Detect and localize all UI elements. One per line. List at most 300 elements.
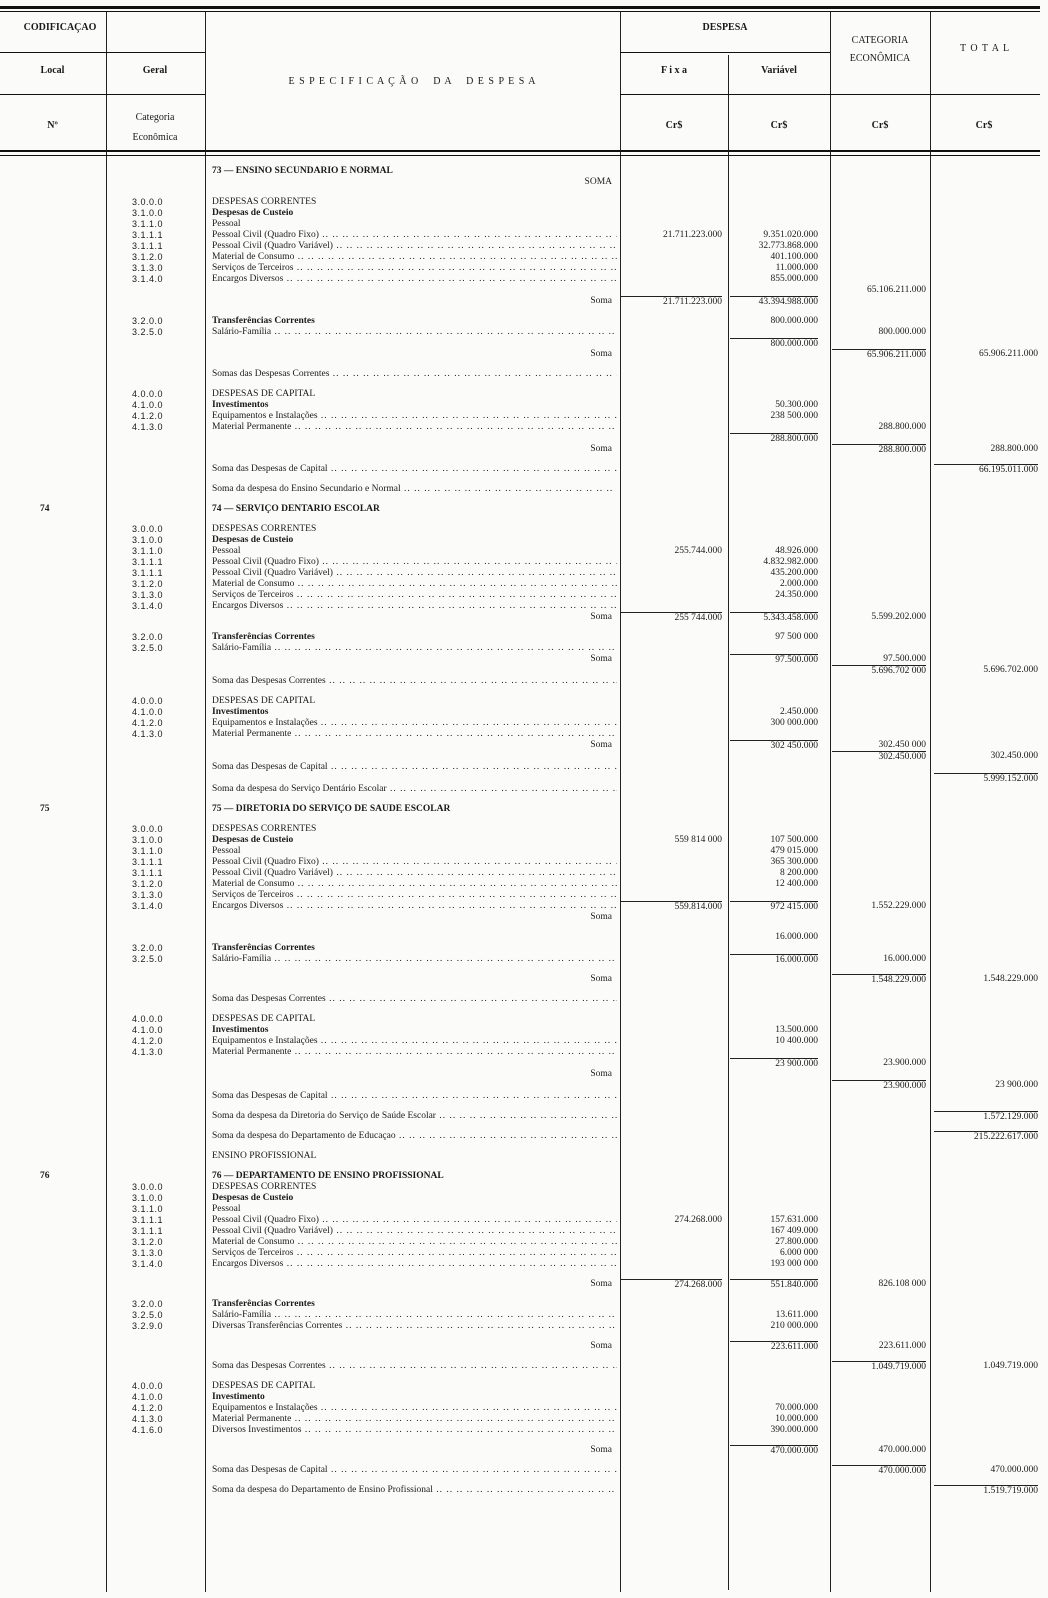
- spacer-row: [0, 1436, 1040, 1445]
- item-description: Investimentos: [212, 400, 269, 410]
- category-code: 3.1.1.1: [132, 557, 164, 567]
- item-description: Pessoal: [212, 219, 241, 229]
- currency-total: Cr$: [975, 120, 993, 131]
- soma-label: Soma: [590, 1069, 612, 1079]
- fixa-value: 255.744.000: [674, 546, 722, 556]
- category-code: 4.1.0.0: [132, 707, 164, 717]
- categoria-value: 302.450.000: [832, 751, 926, 762]
- item-description: Encargos Diversos .. ..: [212, 1259, 617, 1270]
- table-row: [0, 879, 1040, 890]
- table-row: [0, 166, 1040, 177]
- table-row: [0, 1047, 1040, 1058]
- variavel-value: 13.611.000: [775, 1310, 818, 1320]
- variavel-value: 48.926.000: [775, 546, 818, 556]
- variavel-value: 9.351.020.000: [763, 230, 818, 240]
- spacer-row: [0, 495, 1040, 504]
- item-description: Material de Consumo .. ..: [212, 879, 617, 890]
- category-code: 4.1.3.0: [132, 1047, 164, 1057]
- total-value: 1.049.719.000: [983, 1361, 1038, 1371]
- table-row: [0, 1091, 1040, 1102]
- variavel-value: 2.000.000: [780, 579, 818, 589]
- table-row: [0, 579, 1040, 590]
- category-code: 3.1.1.0: [132, 1204, 164, 1214]
- table-row: [0, 643, 1040, 654]
- variavel-value: 390.000.000: [770, 1425, 818, 1435]
- header-geral: Geral: [142, 65, 168, 76]
- item-description: Soma das Despesas de Capital .. ..: [212, 1465, 617, 1476]
- header-rule: [0, 94, 205, 95]
- category-code: 3.1.2.0: [132, 579, 164, 589]
- category-code: 3.1.3.0: [132, 590, 164, 600]
- table-row: [0, 1361, 1040, 1372]
- header-categoria-economica: CATEGORIA ECONÔMICA: [849, 35, 911, 64]
- variavel-value: 97 500 000: [775, 632, 818, 642]
- spacer-row: [0, 1102, 1040, 1111]
- soma-label: Soma: [590, 1445, 612, 1455]
- item-description: Serviços de Terceiros .. ..: [212, 890, 617, 901]
- item-description: Pessoal Civil (Quadro Variável) .. ..: [212, 1226, 617, 1237]
- table-row: [0, 535, 1040, 546]
- table-row: [0, 824, 1040, 835]
- header-fixa: F i x a: [660, 65, 687, 76]
- spacer-row: [0, 1332, 1040, 1341]
- category-code: 4.1.2.0: [132, 718, 164, 728]
- category-code: 3.2.5.0: [132, 327, 164, 337]
- item-description: Pessoal Civil (Quadro Fixo) .. ..: [212, 557, 617, 568]
- category-code: 3.2.0.0: [132, 316, 164, 326]
- item-description: Investimento: [212, 1392, 265, 1402]
- table-row: [0, 1465, 1040, 1476]
- variavel-value: 32.773.868.000: [758, 241, 818, 251]
- spacer-row: [0, 515, 1040, 524]
- table-row: [0, 762, 1040, 773]
- table-row: [0, 1080, 1040, 1091]
- category-code: 3.2.5.0: [132, 1310, 164, 1320]
- spacer-row: [0, 1372, 1040, 1381]
- table-body: [0, 166, 1040, 1496]
- variavel-value: 210 000.000: [770, 1321, 818, 1331]
- category-code: 4.1.0.0: [132, 1025, 164, 1035]
- item-description: Soma da despesa do Ensino Secundario e Normal .. ..: [212, 484, 617, 495]
- table-row: [0, 1279, 1040, 1290]
- spacer-row: [0, 307, 1040, 316]
- category-code: 3.1.1.1: [132, 868, 164, 878]
- categoria-value: 97.500.000: [883, 654, 926, 664]
- category-code: 4.0.0.0: [132, 389, 164, 399]
- header-especificacao: E S P E C I F I C A Ç Ã O D A D E S P E S A: [288, 76, 537, 87]
- table-row: [0, 484, 1040, 495]
- total-value: 215.222.617.000: [934, 1131, 1038, 1142]
- category-code: 3.1.1.1: [132, 241, 164, 251]
- table-row: [0, 901, 1040, 912]
- table-row: [0, 1403, 1040, 1414]
- item-description: Material de Consumo .. ..: [212, 252, 617, 263]
- fixa-value: 559.814.000: [620, 901, 722, 912]
- item-description: ENSINO PROFISSIONAL: [212, 1151, 317, 1161]
- category-code: 3.0.0.0: [132, 1182, 164, 1192]
- table-row: [0, 1414, 1040, 1425]
- table-row: [0, 835, 1040, 846]
- table-row: [0, 285, 1040, 296]
- table-row: [0, 389, 1040, 400]
- spacer-row: [0, 623, 1040, 632]
- table-row: [0, 632, 1040, 643]
- table-row: [0, 1341, 1040, 1352]
- header-bottom-double-rule: [0, 150, 1040, 152]
- variavel-value: 193 000 000: [770, 1259, 818, 1269]
- variavel-value: 50.300.000: [775, 400, 818, 410]
- item-description: DESPESAS CORRENTES: [212, 1182, 317, 1192]
- category-code: 4.1.0.0: [132, 400, 164, 410]
- table-row: [0, 1171, 1040, 1182]
- table-row: [0, 546, 1040, 557]
- header-despesa: DESPESA: [702, 22, 748, 33]
- table-row: [0, 1226, 1040, 1237]
- item-description: Salário-Família .. ..: [212, 643, 617, 654]
- total-value: 1.519.719.000: [934, 1485, 1038, 1496]
- table-row: [0, 1193, 1040, 1204]
- table-row: [0, 890, 1040, 901]
- spacer-row: [0, 965, 1040, 974]
- spacer-row: [0, 188, 1040, 197]
- item-description: Material de Consumo .. ..: [212, 579, 617, 590]
- item-description: Salário-Família .. ..: [212, 954, 617, 965]
- section-title: 73 — ENSINO SECUNDARIO E NORMAL: [212, 166, 393, 176]
- category-code: 4.1.3.0: [132, 422, 164, 432]
- item-description: Despesas de Custeio: [212, 1193, 294, 1203]
- variavel-value: 972 415.000: [730, 901, 818, 912]
- category-code: 3.1.4.0: [132, 901, 164, 911]
- category-code: 3.1.4.0: [132, 274, 164, 284]
- category-code: 3.1.1.1: [132, 857, 164, 867]
- category-code: 3.0.0.0: [132, 824, 164, 834]
- item-description: Pessoal Civil (Quadro Fixo) .. ..: [212, 857, 617, 868]
- table-row: [0, 1259, 1040, 1270]
- item-description: Material Permanente .. ..: [212, 1414, 617, 1425]
- item-description: Salário-Família .. ..: [212, 327, 617, 338]
- variavel-value: 300 000.000: [770, 718, 818, 728]
- header-categoria-economica-code: Categoria Econômica: [132, 112, 178, 143]
- categoria-value: 5.696.702 000: [832, 665, 926, 676]
- category-code: 4.1.2.0: [132, 1036, 164, 1046]
- variavel-value: 365 300.000: [770, 857, 818, 867]
- categoria-value: 1.049.719.000: [832, 1361, 926, 1372]
- category-code: 3.1.3.0: [132, 890, 164, 900]
- item-description: Material Permanente .. ..: [212, 729, 617, 740]
- header-rule: [0, 52, 205, 53]
- variavel-value: 470.000.000: [730, 1445, 818, 1456]
- table-row: [0, 974, 1040, 985]
- variavel-value: 12 400.000: [775, 879, 818, 889]
- spacer-row: [0, 1122, 1040, 1131]
- item-description: Somas das Despesas Correntes .. ..: [212, 369, 617, 380]
- variavel-value: 97.500.000: [730, 654, 818, 665]
- table-row: [0, 994, 1040, 1005]
- header-numero: Nº: [47, 120, 58, 131]
- header-rule: [620, 52, 830, 53]
- category-code: 3.2.0.0: [132, 943, 164, 953]
- variavel-value: 10 400.000: [775, 1036, 818, 1046]
- table-row: [0, 1485, 1040, 1496]
- table-row: [0, 274, 1040, 285]
- spacer-row: [0, 815, 1040, 824]
- table-row: [0, 1425, 1040, 1436]
- category-code: 3.1.1.1: [132, 1226, 164, 1236]
- table-row: [0, 369, 1040, 380]
- item-description: Pessoal Civil (Quadro Fixo) .. ..: [212, 1215, 617, 1226]
- item-description: Investimentos: [212, 1025, 269, 1035]
- fixa-value: 21.711.223.000: [662, 230, 722, 240]
- categoria-value: 23.900.000: [883, 1058, 926, 1068]
- total-value: 65.906.211.000: [978, 349, 1038, 359]
- fixa-value: 274.268.000: [620, 1279, 722, 1290]
- item-description: Soma da despesa da Diretoria do Serviço de Saúde Escolar .. ..: [212, 1111, 617, 1122]
- table-row: [0, 1058, 1040, 1069]
- table-row: [0, 1025, 1040, 1036]
- item-description: Diversas Transferências Correntes .. ..: [212, 1321, 617, 1332]
- table-row: [0, 252, 1040, 263]
- item-description: Soma da despesa do Departamento de Educaçao .. ..: [212, 1131, 617, 1142]
- table-row: [0, 433, 1040, 444]
- item-description: Soma das Despesas de Capital .. ..: [212, 464, 617, 475]
- category-code: 4.1.0.0: [132, 1392, 164, 1402]
- table-row: [0, 296, 1040, 307]
- local-number: 74: [40, 504, 50, 514]
- spacer-row: [0, 360, 1040, 369]
- variavel-value: 800.000.000: [770, 316, 818, 326]
- variavel-value: 223.611.000: [730, 1341, 818, 1352]
- variavel-value: 16.000.000: [775, 932, 818, 942]
- variavel-value: 6.000 000: [780, 1248, 818, 1258]
- variavel-value: 800.000.000: [730, 338, 818, 349]
- category-code: 3.0.0.0: [132, 197, 164, 207]
- table-row: [0, 524, 1040, 535]
- category-code: 4.1.2.0: [132, 1403, 164, 1413]
- local-number: 76: [40, 1171, 50, 1181]
- spacer-row: [0, 1476, 1040, 1485]
- variavel-value: 43.394.988.000: [730, 296, 818, 307]
- spacer-row: [0, 380, 1040, 389]
- table-row: [0, 1381, 1040, 1392]
- table-row: [0, 444, 1040, 455]
- table-row: [0, 1445, 1040, 1456]
- table-row: [0, 568, 1040, 579]
- soma-label: Soma: [590, 444, 612, 454]
- item-description: DESPESAS DE CAPITAL: [212, 696, 316, 706]
- table-row: [0, 1248, 1040, 1259]
- fixa-value: 255 744.000: [620, 612, 722, 623]
- total-value: 23 900.000: [995, 1080, 1038, 1090]
- item-description: Equipamentos e Instalações .. ..: [212, 411, 617, 422]
- table-row: [0, 707, 1040, 718]
- categoria-value: 288.800.000: [878, 422, 926, 432]
- header-variavel: Variável: [761, 65, 797, 76]
- item-description: DESPESAS DE CAPITAL: [212, 1014, 316, 1024]
- section-title: 75 — DIRETORIA DO SERVIÇO DE SAÚDE ESCOLAR: [212, 804, 451, 814]
- table-row: [0, 1299, 1040, 1310]
- table-row: [0, 316, 1040, 327]
- categoria-value: 470.000.000: [832, 1465, 926, 1476]
- spacer-row: [0, 1162, 1040, 1171]
- currency-categoria: Cr$: [871, 120, 889, 131]
- variavel-value: 479 015.000: [770, 846, 818, 856]
- item-description: DESPESAS CORRENTES: [212, 824, 317, 834]
- category-code: 3.1.4.0: [132, 1259, 164, 1269]
- category-code: 3.1.2.0: [132, 879, 164, 889]
- item-description: Pessoal Civil (Quadro Variável) .. ..: [212, 868, 617, 879]
- table-row: [0, 612, 1040, 623]
- table-row: [0, 1182, 1040, 1193]
- table-row: [0, 912, 1040, 923]
- category-code: 4.1.3.0: [132, 729, 164, 739]
- variavel-value: 24.350.000: [775, 590, 818, 600]
- table-row: [0, 219, 1040, 230]
- category-code: 3.1.1.0: [132, 546, 164, 556]
- item-description: Soma das Despesas Correntes .. ..: [212, 1361, 617, 1372]
- currency-variavel: Cr$: [770, 120, 788, 131]
- table-row: [0, 676, 1040, 687]
- table-row: [0, 868, 1040, 879]
- table-row: [0, 773, 1040, 784]
- category-code: 3.0.0.0: [132, 524, 164, 534]
- soma-label: Soma: [590, 912, 612, 922]
- table-row: [0, 932, 1040, 943]
- fixa-value: 559 814 000: [674, 835, 722, 845]
- total-value: 302.450.000: [990, 751, 1038, 761]
- variavel-value: 167 409.000: [770, 1226, 818, 1236]
- variavel-value: 8 200.000: [780, 868, 818, 878]
- variavel-value: 23 900.000: [730, 1058, 818, 1069]
- spacer-row: [0, 795, 1040, 804]
- table-row: [0, 1111, 1040, 1122]
- item-description: Pessoal Civil (Quadro Fixo) .. ..: [212, 230, 617, 241]
- top-double-rule: [0, 6, 1040, 9]
- categoria-value: 1.552.229.000: [871, 901, 926, 911]
- table-row: [0, 718, 1040, 729]
- item-description: Soma da despesa do Departamento de Ensino Profissional .. ..: [212, 1485, 617, 1496]
- item-description: Equipamentos e Instalações .. ..: [212, 1036, 617, 1047]
- item-description: Soma das Despesas Correntes .. ..: [212, 994, 617, 1005]
- spacer-row: [0, 1352, 1040, 1361]
- spacer-row: [0, 1456, 1040, 1465]
- table-row: [0, 590, 1040, 601]
- table-row: [0, 1392, 1040, 1403]
- categoria-value: 800.000.000: [878, 327, 926, 337]
- table-row: [0, 654, 1040, 665]
- soma-label: Soma: [590, 1279, 612, 1289]
- fixa-value: 274.268.000: [674, 1215, 722, 1225]
- variavel-value: 27.800.000: [775, 1237, 818, 1247]
- category-code: 3.1.0.0: [132, 535, 164, 545]
- item-description: Soma das Despesas de Capital .. ..: [212, 762, 617, 773]
- soma-label: Soma: [590, 296, 612, 306]
- category-code: 4.1.2.0: [132, 411, 164, 421]
- item-description: DESPESAS CORRENTES: [212, 197, 317, 207]
- table-row: [0, 665, 1040, 676]
- soma-label: Soma: [590, 349, 612, 359]
- item-description: Encargos Diversos .. ..: [212, 274, 617, 285]
- table-row: [0, 696, 1040, 707]
- header-rule: [620, 94, 1040, 95]
- category-code: 3.1.0.0: [132, 1193, 164, 1203]
- spacer-row: [0, 475, 1040, 484]
- table-row: [0, 338, 1040, 349]
- item-description: DESPESAS CORRENTES: [212, 524, 317, 534]
- spacer-row: [0, 923, 1040, 932]
- categoria-value: 65.106.211.000: [866, 285, 926, 295]
- categoria-value: 5.599.202.000: [871, 612, 926, 622]
- spacer-row: [0, 1142, 1040, 1151]
- table-row: [0, 1036, 1040, 1047]
- item-description: Investimentos: [212, 707, 269, 717]
- variavel-value: 107 500.000: [770, 835, 818, 845]
- categoria-value: 826.108 000: [878, 1279, 926, 1289]
- table-row: [0, 1310, 1040, 1321]
- variavel-value: 157.631.000: [770, 1215, 818, 1225]
- category-code: 3.1.2.0: [132, 252, 164, 262]
- table-row: [0, 1237, 1040, 1248]
- currency-fixa: Cr$: [665, 120, 683, 131]
- soma-label: Soma: [590, 654, 612, 664]
- item-description: DESPESAS DE CAPITAL: [212, 1381, 316, 1391]
- item-description: Serviços de Terceiros .. ..: [212, 590, 617, 601]
- header-bottom-rule: [0, 155, 1040, 156]
- category-code: 4.0.0.0: [132, 1014, 164, 1024]
- item-description: Encargos Diversos .. ..: [212, 901, 617, 912]
- soma-label: Soma: [590, 740, 612, 750]
- table-row: [0, 557, 1040, 568]
- item-description: Transferências Correntes: [212, 316, 315, 326]
- spacer-row: [0, 687, 1040, 696]
- table-row: [0, 1069, 1040, 1080]
- variavel-value: 551.840.000: [730, 1279, 818, 1290]
- item-description: Pessoal: [212, 546, 241, 556]
- variavel-value: 70.000.000: [775, 1403, 818, 1413]
- item-description: Material Permanente .. ..: [212, 1047, 617, 1058]
- variavel-value: 401.100.000: [770, 252, 818, 262]
- variavel-value: 302 450.000: [730, 740, 818, 751]
- table-row: [0, 846, 1040, 857]
- table-row: [0, 740, 1040, 751]
- variavel-value: 238 500.000: [770, 411, 818, 421]
- table-row: [0, 729, 1040, 740]
- soma-label: Soma: [590, 1341, 612, 1351]
- section-title: 74 — SERVIÇO DENTARIO ESCOLAR: [212, 504, 380, 514]
- spacer-row: [0, 1290, 1040, 1299]
- table-row: [0, 422, 1040, 433]
- fixa-value: 21.711.223.000: [620, 296, 722, 307]
- item-description: Serviços de Terceiros .. ..: [212, 1248, 617, 1259]
- table-row: [0, 601, 1040, 612]
- categoria-value: 223.611.000: [878, 1341, 926, 1351]
- category-code: 4.1.6.0: [132, 1425, 164, 1435]
- table-row: [0, 1151, 1040, 1162]
- variavel-value: 4.832.982.000: [763, 557, 818, 567]
- variavel-value: 2.450.000: [780, 707, 818, 717]
- total-value: 66.195.011.000: [934, 464, 1038, 475]
- categoria-value: 288.800.000: [832, 444, 926, 455]
- category-code: 3.1.1.1: [132, 568, 164, 578]
- item-description: Soma das Despesas Correntes .. ..: [212, 676, 617, 687]
- table-row: [0, 400, 1040, 411]
- soma-label: SOMA: [584, 177, 612, 187]
- local-number: 75: [40, 804, 50, 814]
- table-row: [0, 411, 1040, 422]
- table-row: [0, 230, 1040, 241]
- category-code: 3.2.5.0: [132, 954, 164, 964]
- item-description: Despesas de Custeio: [212, 535, 294, 545]
- table-row: [0, 327, 1040, 338]
